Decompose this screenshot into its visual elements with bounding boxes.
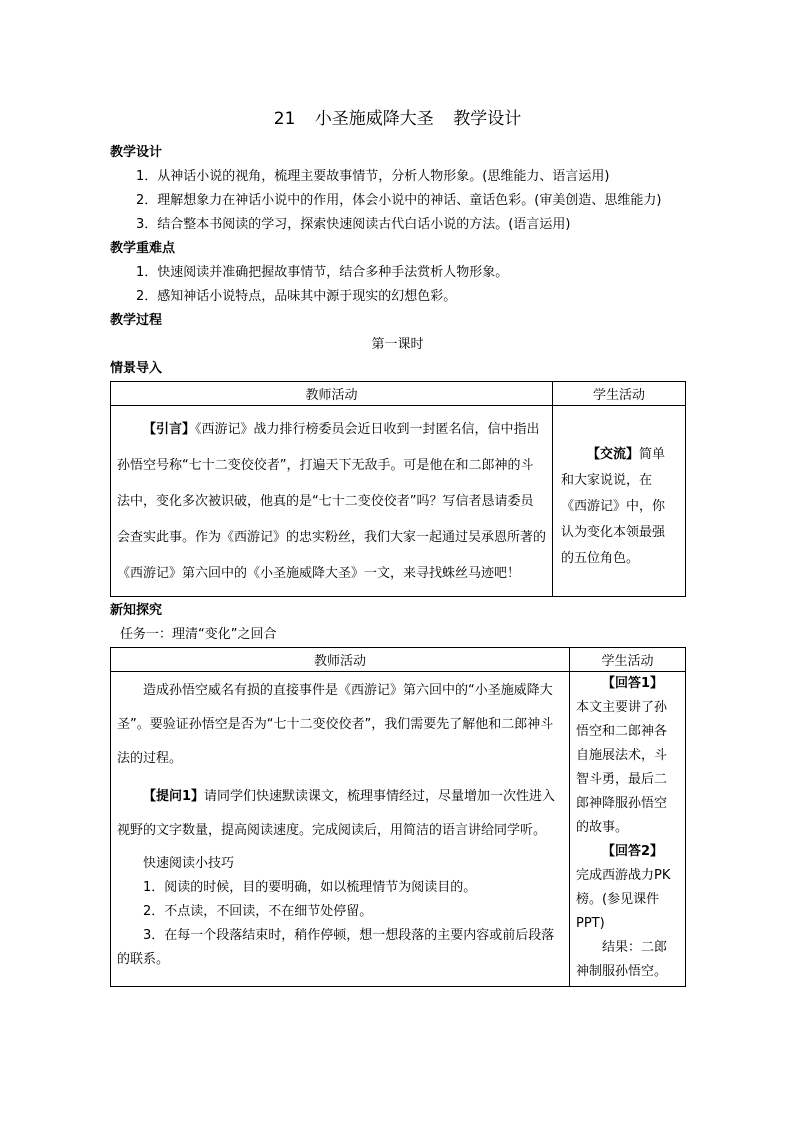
student-activity-cell <box>570 672 686 987</box>
exchange-text: 简单和大家说说，在《西游记》中，你认为变化本领最强的五位角色。 <box>561 447 666 566</box>
difficulty-heading: 教学重难点 <box>110 241 176 256</box>
question-paragraph <box>117 780 563 848</box>
answer-text: 完成西游战力PK榜。(参见课件PPT) <box>576 868 671 931</box>
student-activity-cell <box>553 406 686 597</box>
answer-tag: 【回答2】 <box>602 844 664 859</box>
result-text: 结果：二郎神制服孙悟空。 <box>576 940 668 979</box>
exchange-tag: 【交流】 <box>587 447 640 462</box>
intro-tag: 【引言】 <box>143 422 196 437</box>
col-header-teacher: 教师活动 <box>111 382 553 406</box>
exchange-paragraph <box>561 442 677 572</box>
lesson-label: 第一课时 <box>371 337 424 352</box>
col-header-student: 学生活动 <box>553 382 686 406</box>
process-heading: 教学过程 <box>110 313 163 328</box>
intro-paragraph <box>117 412 546 592</box>
answer-text: 本文主要讲了孙悟空和二郎神各自施展法术，斗智斗勇，最后二郎神降服孙悟空的故事。 <box>576 700 668 835</box>
col-header-teacher: 教师活动 <box>111 648 570 672</box>
task-table <box>110 647 686 987</box>
answer-tag: 【回答1】 <box>602 676 664 691</box>
lesson-number: 21 <box>273 109 296 129</box>
teacher-paragraph: 造成孙悟空威名有损的直接事件是《西游记》第六回中的“小圣施威降大圣”。要验证孙悟空是否为“七十二变佼佼者”，我们需要先了解他和二郎神斗法的过程。 <box>117 683 554 766</box>
intro-table <box>110 381 686 597</box>
tips-title: 快速阅读小技巧 <box>143 856 235 871</box>
title-suffix: 教学设计 <box>453 109 522 129</box>
tip-item: 2．不点读，不回读，不在细节处停留。 <box>143 904 373 919</box>
page-title <box>110 104 685 129</box>
question-tag: 【提问1】 <box>143 789 205 804</box>
teacher-activity-cell <box>111 672 570 987</box>
design-item: 1．从神话小说的视角，梳理主要故事情节，分析人物形象。(思维能力、语言运用) <box>136 169 610 184</box>
design-heading: 教学设计 <box>110 145 163 160</box>
intro-text: 《西游记》战力排行榜委员会近日收到一封匿名信，信中指出孙悟空号称“七十二变佼佼者”，打遍天下无敌手。可是他在和二郎神的斗法中，变化多次被识破，他真的是“七十二变佼佼者”吗？写信者恳请委员会查实此事。作为《西游记》的忠实粉丝，我们大家一起通过吴承恩所著的《西游记》第六回中的《小圣施威降大圣》一文，来寻找蛛丝马迹吧！ <box>117 422 547 581</box>
teacher-activity-cell <box>111 406 553 597</box>
design-item: 2．理解想象力在神话小说中的作用，体会小说中的神话、童话色彩。(审美创造、思维能力) <box>136 193 662 208</box>
intro-heading: 情景导入 <box>110 361 163 376</box>
question-text: 请同学们快速默读课文，梳理事情经过，尽量增加一次性进入视野的文字数量，提高阅读速度。完成阅读后，用简洁的语言讲给同学听。 <box>117 789 556 838</box>
task-label: 任务一：理清“变化”之回合 <box>120 627 277 642</box>
lesson-title: 小圣施威降大圣 <box>314 109 434 129</box>
document-page <box>110 104 685 987</box>
tip-item: 3．在每一个段落结束时，稍作停顿，想一想段落的主要内容或前后段落的联系。 <box>117 928 555 967</box>
new-knowledge-heading: 新知探究 <box>110 603 163 618</box>
design-item: 3．结合整本书阅读的学习，探索快速阅读古代白话小说的方法。(语言运用) <box>136 217 571 232</box>
tip-item: 1．阅读的时候，目的要明确，如以梳理情节为阅读目的。 <box>143 880 477 895</box>
difficulty-item: 1．快速阅读并准确把握故事情节，结合多种手法赏析人物形象。 <box>136 265 509 280</box>
difficulty-item: 2．感知神话小说特点，品味其中源于现实的幻想色彩。 <box>136 289 457 304</box>
col-header-student: 学生活动 <box>570 648 686 672</box>
